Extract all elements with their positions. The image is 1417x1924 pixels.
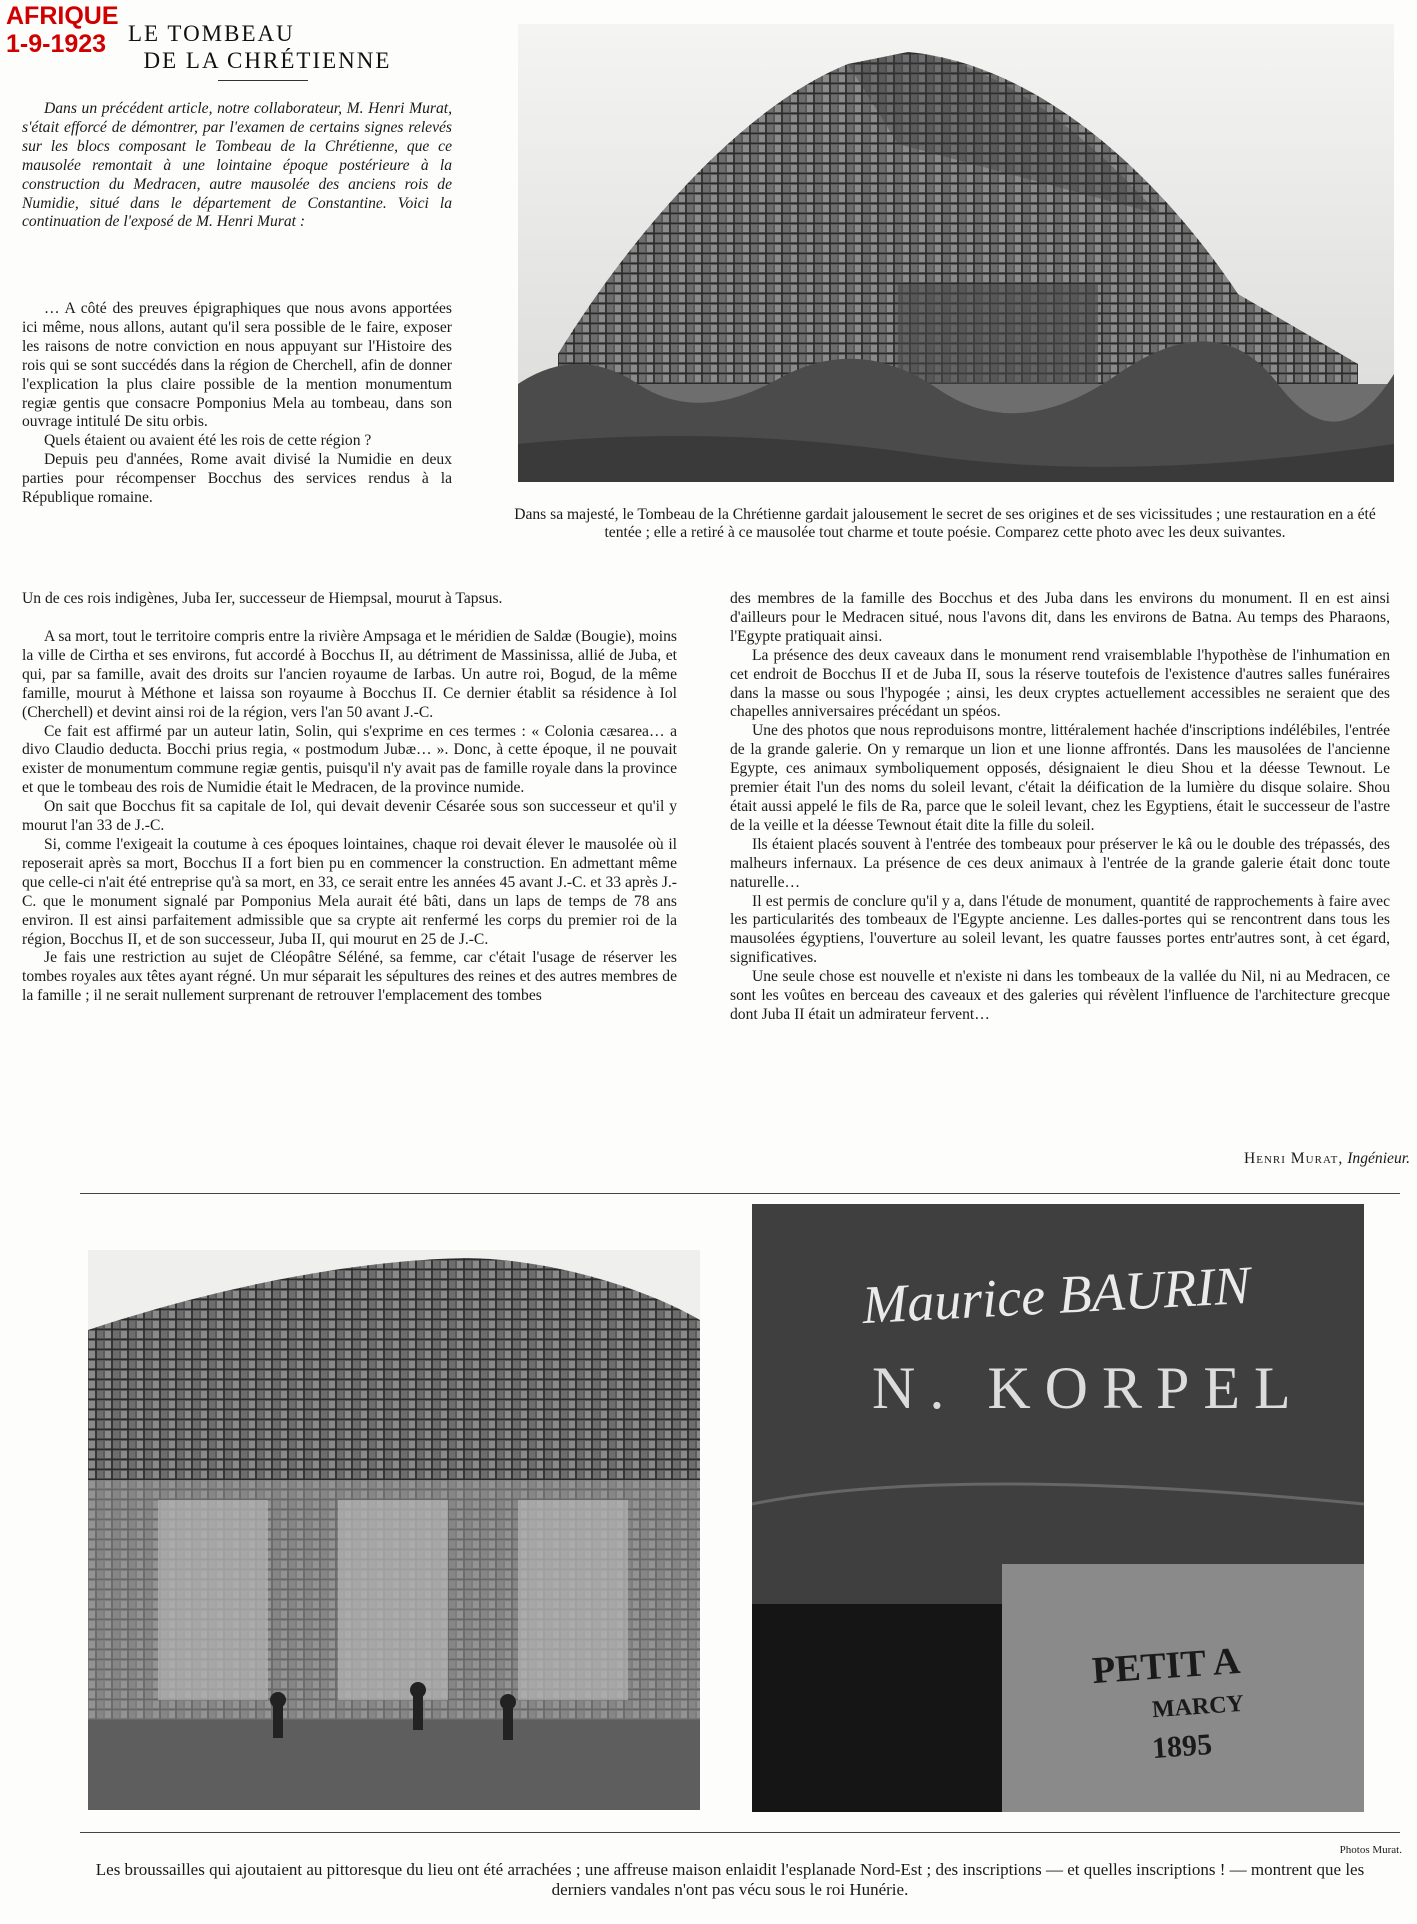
photo-tomb-entrance xyxy=(88,1250,700,1810)
stamp-line-1: AFRIQUE xyxy=(6,2,119,30)
section-divider xyxy=(80,1193,1400,1194)
column-a xyxy=(22,300,452,508)
photo-tomb-overview xyxy=(518,24,1394,482)
column-c xyxy=(730,590,1390,1025)
paragraph: Un de ces rois indigènes, Juba Ier, successeur de Hiempsal, mourut à Tapsus. xyxy=(22,590,503,607)
paragraph: des membres de la famille des Bocchus et des Juba dans les environs du monument. Il en est ainsi d'ailleurs pour le Medracen situé, nous l'avons dit, dans les environs de Batna. Au temps des Pharaons, l'Egypte pratiquait ainsi. xyxy=(730,590,1390,645)
author-role: Ingénieur. xyxy=(1347,1150,1410,1167)
paragraph: Ce fait est affirmé par un auteur latin, Solin, qui s'exprime en ces termes : « Colonia cæsarea… a divo Claudio deducta. Bocchi prius regia, « postmodum Jubæ… ». Donc, à cette époque, il ne pouvait exister de monumentum commune regiæ gentis, puisqu'il n'y avait pas de famille royale dans la province et que le tombeau des rois de Numidie était le Medracen, de la province numide. xyxy=(22,722,677,797)
bottom-photos-caption: Les broussailles qui ajoutaient au pittoresque du lieu ont été arrachées ; une affreuse maison enlaidit l'esplanade Nord-Est ; des inscriptions — et quelles inscriptions ! — montrent que les derniers vandales n'ont pas vécu sous le roi Hunérie. xyxy=(95,1860,1365,1899)
graffiti-year: 1895 xyxy=(1150,1727,1214,1766)
intro-paragraph: Dans un précédent article, notre collaborateur, M. Henri Murat, s'était efforcé de démontrer, par l'examen de certains signes relevés sur les blocs composant le Tombeau de la Chrétienne, que ce mausolée remontait à une lointaine époque postérieure à la construction du Medracen, autre mausolée des anciens rois de Numidie, situé dans le département de Constantine. Voici la continuation de l'exposé de M. Henri Murat : xyxy=(22,100,452,231)
caption-divider xyxy=(80,1832,1400,1833)
photo-credit: Photos Murat. xyxy=(1339,1844,1402,1856)
graffiti-top: Maurice BAURIN xyxy=(860,1254,1252,1336)
entrance-illustration xyxy=(88,1250,700,1810)
paragraph: Quels étaient ou avaient été les rois de cette région ? xyxy=(44,432,372,450)
graffiti-place: MARCY xyxy=(1151,1690,1245,1724)
paragraph: Ils étaient placés souvent à l'entrée des tombeaux pour préserver le kâ ou le double des trépassés, des malheurs infernaux. La présence de ces deux animaux à l'entrée de la grande galerie était donc toute naturelle… xyxy=(730,835,1390,891)
paragraph: A sa mort, tout le territoire compris entre la rivière Ampsaga et le méridien de Saldæ (Bougie), moins la ville de Cirtha et ses environs, fut accordé à Bocchus II, au détriment de Massinissa, allié de Juba, et qui, par sa famille, avait des droits sur l'ancien royaume de Iarbas. Un autre roi, Bogud, de la même famille, mourut à Méthone et laissa son royaume à Bocchus II. Ce dernier établit sa résidence à Iol (Cherchell) et devint ainsi roi de la région, vers l'an 50 avant J.-C. xyxy=(22,628,677,721)
photo-inscriptions xyxy=(752,1204,1364,1812)
paragraph: … A côté des preuves épigraphiques que nous avons apportées ici même, nous allons, autant qu'il sera possible de le faire, exposer les raisons de notre conviction en nous appuyant sur l'Histoire des rois qui se sont succédés dans la région de Cherchell, afin de donner l'explication la plus claire possible de la mention monumentum regiæ gentis que consacre Pomponius Mela au tombeau, dans son ouvrage intitulé De situ orbis. xyxy=(22,300,452,431)
title-divider xyxy=(218,80,308,81)
paragraph: Depuis peu d'années, Rome avait divisé la Numidie en deux parties pour récompenser Bocchus des services rendus à la République romaine. xyxy=(22,451,452,507)
stamp-line-2: 1-9-1923 xyxy=(6,30,107,58)
paragraph: Il est permis de conclure qu'il y a, dans l'étude de monument, quantité de rapprochements à faire avec les particularités des tombeaux de l'Egypte ancienne. Les dalles-portes qui se rencontrent dans tous les mausolées égyptiens, l'ouverture au soleil levant, les quatre fausses portes entr'autres sont, à cet égard, significatives. xyxy=(730,892,1390,967)
graffiti-middle: N. KORPEL xyxy=(872,1355,1305,1421)
archive-stamp xyxy=(6,2,119,58)
paragraph: Je fais une restriction au sujet de Cléopâtre Séléné, sa femme, car c'était l'usage de réserver les tombes royales aux têtes ayant régné. Un mur séparait les sépultures des reines et des autres membres de la famille ; il ne serait nullement surprenant de retrouver l'emplacement des tombes xyxy=(22,949,677,1005)
tomb-illustration xyxy=(518,24,1394,482)
author-signature xyxy=(1110,1150,1410,1168)
paragraph: Une des photos que nous reproduisons montre, littéralement hachée d'inscriptions indélébiles, l'entrée de la grande galerie. On y remarque un lion et une lionne affrontés. Dans les mausolées de l'ancienne Egypte, ces animaux symboliquement opposés, désignaient le dieu Shou et la déesse Tewnout. Le premier était l'un des noms du soleil levant, c'était la déification de la lumière du disque solaire. Shou était aussi appelé le fils de Ra, parce que le soleil levant, chez les Egyptiens, était le successeur de l'astre de la veille et la déesse Tewnout était dite la fille du soleil. xyxy=(730,722,1390,834)
title-line-2: DE LA CHRÉTIENNE xyxy=(143,48,392,73)
paragraph: On sait que Bocchus fit sa capitale de Iol, qui devait devenir Césarée sous son successeur et qu'il y mourut l'an 33 de J.-C. xyxy=(22,798,677,835)
article-title xyxy=(128,20,392,74)
graffiti-name: PETIT A xyxy=(1090,1639,1242,1693)
paragraph: Si, comme l'exigeait la coutume à ces époques lointaines, chaque roi devait élever le mausolée où il reposerait après sa mort, Bocchus II a fort bien pu en commencer la construction. En admettant même que celle-ci n'ait été entreprise qu'à sa mort, en 33, ce serait entre les années 45 avant J.-C. et 33 après J.-C. que le monument signalé par Pomponius Mela aurait été bâti, dans un laps de temps de 78 ans environ. Il est ainsi parfaitement admissible que sa crypte ait renfermé les corps du premier roi de la région, Bocchus II, et de son successeur, Juba II, qui mourut en 25 de J.-C. xyxy=(22,835,677,948)
paragraph: Une seule chose est nouvelle et n'existe ni dans les tombeaux de la vallée du Nil, ni au Medracen, ce sont les voûtes en berceau des caveaux et des galeries qui révèlent l'influence de l'architecture grecque dont Juba II était un admirateur fervent… xyxy=(730,968,1390,1023)
title-line-1: LE TOMBEAU xyxy=(128,21,295,46)
full-width-line xyxy=(22,590,677,609)
paragraph: La présence des deux caveaux dans le monument rend vraisemblable l'hypothèse de l'inhumation en cet endroit de Bocchus II et de Juba II, sous la réserve toutefois de l'existence d'autres salles funéraires dans la masse ou sous l'hypogée ; ainsi, les deux cryptes actuellement accessibles ne seraient que des chapelles anniversaires précédant un spéos. xyxy=(730,646,1390,721)
author-name: Henri Murat, xyxy=(1243,1150,1344,1167)
top-photo-caption: Dans sa majesté, le Tombeau de la Chrétienne gardait jalousement le secret de ses origines et de ses vicissitudes ; une restauration en a été tentée ; elle a retiré à ce mausolée tout charme et toute poésie. Comparez cette photo avec les deux suivantes. xyxy=(514,506,1376,541)
column-b xyxy=(22,628,677,1006)
article-intro xyxy=(22,100,452,232)
